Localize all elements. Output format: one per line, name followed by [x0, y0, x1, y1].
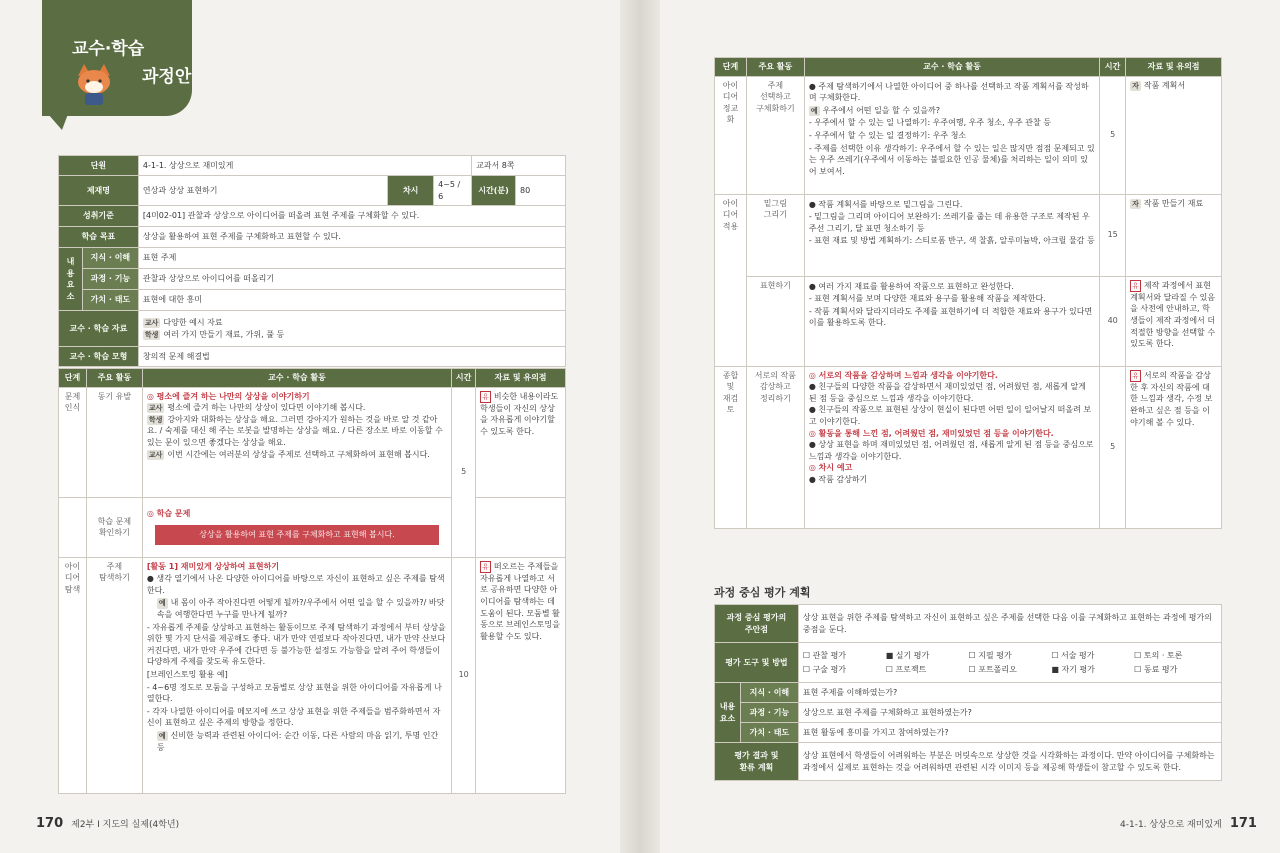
- student-materials: 여러 가지 만들기 재료, 가위, 풀 등: [163, 329, 285, 339]
- header-activity: 주요 활동: [86, 369, 142, 388]
- process-skill-value: 관찰과 상상으로 아이디어를 떠올리기: [138, 269, 565, 290]
- unit-label: 단원: [59, 156, 139, 176]
- explore-line: - 각자 나열한 아이디어를 메모지에 쓰고 상상 표현을 위한 주제들을 범주화하면서 자신이 표현하고 싶은 주제의 방향을 정한다.: [146, 706, 441, 728]
- note-motivation: [476, 387, 566, 497]
- next-lesson-title: ◎ 차시 예고: [808, 463, 853, 473]
- tool-oral: ☐ 구술 평가: [802, 664, 847, 674]
- content-element-label: 내용 요소: [59, 248, 83, 311]
- stage-idea-apply: 아이디어 적용: [715, 194, 747, 366]
- activity-appreciate: 서로의 작품 감상하고 정리하기: [746, 366, 804, 528]
- review-line: ● 상상 표현을 하며 재미있었던 점, 어려웠던 점, 새롭게 알게 된 점 등을 중심으로 느낌과 생각을 이야기한다.: [808, 440, 1094, 461]
- example-text: 신비한 능력과 관련된 아이디어: 순간 이동, 다른 사람의 마음 읽기, 투명 인간 등: [156, 730, 439, 752]
- standard-value: [4미02-01] 관찰과 상상으로 아이디어를 떠올려 표현 주제를 구체화할 수 있다.: [138, 206, 565, 227]
- header-time: 시간: [1100, 58, 1126, 77]
- process-skill-label: 과정 · 기능: [82, 269, 138, 290]
- process-topic-explore: [142, 557, 451, 793]
- note-text: 작품 만들기 재료: [1143, 198, 1204, 208]
- motivation-line: 평소에 즐겨 하는 나만의 상상이 있다면 이야기해 봅시다.: [167, 403, 366, 413]
- page-gutter: [620, 0, 660, 853]
- refine-line: ● 주제 탐색하기에서 나열한 아이디어 중 하나를 선택하고 작품 계획서를 작성하며 구체화한다.: [808, 81, 1089, 103]
- tool-self: ■ 자기 평가: [1051, 664, 1095, 674]
- review-title: ◎ 활동을 통해 느낀 점, 어려웠던 점, 재미있었던 점 등을 이야기한다.: [808, 428, 1054, 438]
- rubric-value-value: 표현 활동에 흥미를 가지고 참여하였는가?: [798, 723, 1221, 743]
- rubric-process-label: 과정 · 기능: [740, 703, 798, 723]
- teacher-tag: 교사: [148, 404, 163, 413]
- model-value: 창의적 문제 해결법: [138, 347, 565, 367]
- note-tag: 자: [1132, 81, 1139, 90]
- left-footer: [36, 816, 179, 831]
- rubric-table: [714, 604, 1222, 781]
- review-title: ◎ 서로의 작품을 감상하며 느낌과 생각을 이야기한다.: [808, 370, 998, 380]
- right-footer: [1120, 816, 1265, 831]
- header-time: 시간: [452, 369, 476, 388]
- note-express: [1126, 276, 1222, 366]
- note-text: 비슷한 내용이라도 학생들이 자신의 상상을 자유롭게 이야기할 수 있도록 한다.: [480, 391, 559, 436]
- model-label: 교수 · 학습 모형: [59, 347, 139, 367]
- explore-line: - 4~6명 정도로 모둠을 구성하고 모둠별로 상상 표현을 위한 아이디어를 자유롭게 나열한다.: [146, 682, 442, 704]
- student-tag: 학생: [148, 415, 163, 424]
- refine-line: - 우주에서 할 수 있는 일 나열하기: 우주여행, 우주 청소, 우주 관찰 등: [808, 118, 1051, 128]
- time-40: 40: [1100, 276, 1126, 366]
- note-materials: [1126, 194, 1222, 276]
- session-label: 차시: [388, 176, 434, 206]
- process-sketch: [804, 194, 1099, 276]
- explore-line: [브레인스토밍 활용 예]: [146, 669, 228, 679]
- tool-practical: ■ 실기 평가: [885, 650, 930, 660]
- example-text: 내 몸이 아주 작아진다면 어떻게 될까?/우주에서 어떤 일을 할 수 있을까?/ 바닷속을 여행한다면 누구를 만나게 될까?: [156, 598, 445, 619]
- rubric-process-value: 상상으로 표현 주제를 구체화하고 표현하였는가?: [798, 703, 1221, 723]
- activity-check-problem: 학습 문제 확인하기: [86, 497, 142, 557]
- note-text: 떠오르는 주제들을 자유롭게 나열하고 서로 공유하면 다양한 아이디어를 탐색하는 데 도움이 된다. 모둠별 활동으로 브레인스토밍을 활용할 수도 있다.: [480, 561, 560, 641]
- express-line: - 표현 계획서를 보며 다양한 재료와 용구를 활용해 작품을 제작한다.: [808, 294, 1046, 304]
- tool-portfolio: ☐ 포트폴리오: [968, 664, 1017, 674]
- process-motivation: [142, 387, 451, 497]
- note-tag: 유: [1130, 280, 1141, 292]
- problem-title: ◎ 학습 문제: [146, 508, 191, 518]
- note-text: 서로의 작품을 감상한 후 자신의 작품에 대한 느낌과 생각, 수정 보완하고 싶은 점 등을 이야기해 볼 수 있다.: [1130, 370, 1213, 427]
- materials-value: [138, 311, 565, 347]
- note-text: 작품 계획서: [1143, 80, 1186, 90]
- sketch-line: ● 작품 계획서를 바탕으로 밑그림을 그린다.: [808, 199, 963, 209]
- rubric-knowledge-label: 지식 · 이해: [740, 683, 798, 703]
- tool-project: ☐ 프로젝트: [885, 664, 927, 674]
- value-attitude-value: 표현에 대한 흥미: [138, 290, 565, 311]
- result-label: 평가 결과 및 환류 계획: [715, 743, 799, 781]
- time-5-review: 5: [1100, 366, 1126, 528]
- right-footer-text: 4-1-1. 상상으로 재미있게: [1120, 820, 1222, 830]
- unit-value: 4-1-1. 상상으로 재미있게: [138, 156, 471, 176]
- header-notes: 자료 및 유의점: [476, 369, 566, 388]
- explore-line: - 자유롭게 주제를 상상하고 표현하는 활동이므로 주제 탐색하기 과정에서 부터 상상을 위한 몇 가지 단서를 제공해도 좋다. 내가 만약 연필보다 작아진다면, 내가 만약 산보다 커진다면, 내가 만약 우주에 간다면 등 불가능한 설정도 가능함을 알려 주어 학생들이 다양하게 주제를 찾도록 유도한다.: [146, 622, 446, 667]
- knowledge-label: 지식 · 이해: [82, 248, 138, 269]
- example-tag: 예: [810, 106, 818, 115]
- stage-review: 종합 및 재검토: [715, 366, 747, 528]
- left-page-number: 170: [36, 816, 64, 831]
- explore-line: [147, 730, 447, 753]
- learning-problem-bar: 상상을 활용하여 표현 주제를 구체화하고 표현해 봅시다.: [155, 525, 439, 545]
- note-tag: 유: [480, 391, 491, 403]
- goal-label: 학습 목표: [59, 227, 139, 248]
- stage-idea-refine: 아이디어 정교화: [715, 76, 747, 194]
- teacher-tag: 교사: [144, 319, 159, 328]
- right-process-table: [714, 57, 1222, 529]
- activity-topic-explore: 주제 탐색하기: [86, 557, 142, 793]
- goal-value: 상상을 활용하여 표현 주제를 구체화하고 표현할 수 있다.: [138, 227, 565, 248]
- review-line: ● 친구들의 작품으로 표현된 상상이 현실이 된다면 어떤 일이 일어날지 떠올려 보고 이야기한다.: [808, 405, 1092, 426]
- process-appreciate: [804, 366, 1099, 528]
- standard-label: 성취기준: [59, 206, 139, 227]
- example-tag: 예: [158, 731, 166, 740]
- focus-label: 과정 중심 평가의 주안점: [715, 605, 799, 643]
- focus-value: 상상 표현을 위한 주제를 탐색하고 자신이 표현하고 싶은 주제를 선택한 다음 이를 구체화하고 표현하는 과정에 평가의 중점을 둔다.: [798, 605, 1221, 643]
- tool-written: ☐ 지필 평가: [968, 650, 1012, 660]
- time-value: 80: [516, 176, 566, 206]
- activity-motivation: 동기 유발: [86, 387, 142, 497]
- note-text: 제작 과정에서 표현 계획서와 달라질 수 있음을 사전에 안내하고, 학생들이 제작 과정에서 더 적절한 방향을 선택할 수 있도록 한다.: [1130, 280, 1216, 349]
- tool-discussion: ☐ 토의 · 토론: [1134, 650, 1183, 660]
- badge-title-2: 과정안: [142, 67, 192, 87]
- motivation-line: 이번 시간에는 여러분의 상상을 주제로 선택하고 구체화하여 표현해 봅시다.: [167, 449, 430, 459]
- note-explore: [476, 557, 566, 793]
- rubric-value-label: 가치 · 태도: [740, 723, 798, 743]
- time-5: 5: [452, 387, 476, 557]
- student-tag: 학생: [144, 330, 159, 339]
- note-plan: [1126, 76, 1222, 194]
- header-process: 교수 · 학습 활동: [804, 58, 1099, 77]
- stage-problem: 문제 인식: [59, 387, 87, 497]
- rubric-knowledge-value: 표현 주제를 이해하였는가?: [798, 683, 1221, 703]
- left-footer-text: 제2부 Ⅰ 지도의 실제(4학년): [71, 820, 180, 830]
- tool-observation: ☐ 관찰 평가: [802, 650, 847, 660]
- time-15: 15: [1100, 194, 1126, 276]
- review-line: ● 친구들의 다양한 작품을 감상하면서 재미있었던 점, 어려웠던 점, 새롭게 알게 된 점 등을 중심으로 느낌과 생각을 이야기한다.: [808, 382, 1086, 403]
- motivation-title: ◎ 평소에 즐겨 하는 나만의 상상을 이야기하기: [146, 391, 310, 401]
- header-stage: 단계: [715, 58, 747, 77]
- topic-value: 연상과 상상 표현하기: [138, 176, 387, 206]
- session-value: 4~5 / 6: [434, 176, 472, 206]
- explore-line: ● 생각 열기에서 나온 다양한 아이디어를 바탕으로 자신이 표현하고 싶은 주제를 탐색한다.: [146, 574, 445, 595]
- rubric-element-label: 내용 요소: [715, 683, 741, 743]
- teacher-tag: 교사: [148, 450, 163, 459]
- right-page-number: 171: [1229, 816, 1257, 831]
- motivation-line: 강아지와 대화하는 상상을 해요. 그러면 강아지가 원하는 것을 바로 알 것 같아요. / 숙제를 대신 해 주는 로봇을 발명하는 상상을 해요. / 다른 장소로 바로 이동할 수 있는 문이 있으면 좋겠다는 상상을 해요.: [146, 414, 443, 447]
- tools-label: 평가 도구 및 방법: [715, 643, 799, 683]
- left-process-table: [58, 368, 566, 794]
- tools-grid: [798, 643, 1221, 683]
- express-line: ● 여러 가지 재료를 활용하여 작품으로 표현하고 완성한다.: [808, 281, 1014, 291]
- header-activity: 주요 활동: [746, 58, 804, 77]
- fox-mascot-icon: [72, 62, 116, 106]
- note-tag: 유: [480, 561, 491, 573]
- header-notes: 자료 및 유의점: [1126, 58, 1222, 77]
- time-5: 5: [1100, 76, 1126, 194]
- tool-peer: ☐ 동료 평가: [1134, 664, 1178, 674]
- result-value: 상상 표현에서 학생들이 어려워하는 부분은 머릿속으로 상상한 것을 시각화하는 과정이다. 만약 아이디어를 구체화하는 과정에서 실제로 표현하는 것을 어려워하면 관련된 시각 이미지 등을 제공해 학생들이 참고할 수 있도록 한다.: [798, 743, 1221, 781]
- express-line: - 작품 계획서와 달라지더라도 주제를 표현하기에 더 적합한 재료와 용구가 있다면 이를 활용하도록 한다.: [808, 306, 1093, 328]
- textbook-page: 교과서 8쪽: [472, 156, 566, 176]
- rubric-title: 과정 중심 평가 계획: [714, 586, 811, 599]
- sketch-line: - 표현 재료 및 방법 계획하기: 스티로폼 반구, 색 찰흙, 알루미늄박, 아크릴 물감 등: [808, 236, 1095, 246]
- stage-idea-explore: 아이디어 탐색: [59, 557, 87, 793]
- example-tag: 예: [158, 599, 166, 608]
- activity1-title: [활동 1] 재미있게 상상하여 표현하기: [146, 561, 280, 571]
- refine-line: - 주제를 선택한 이유 생각하기: 우주에서 할 수 있는 일은 많지만 점점 문제되고 있는 우주 쓰레기(우주에서 이동하는 불필요한 인공 물체)를 처리하는 일이 의미 있어 보여서.: [808, 143, 1095, 176]
- topic-label: 제재명: [59, 176, 139, 206]
- process-problem: [142, 497, 451, 557]
- activity-express: 표현하기: [746, 276, 804, 366]
- value-attitude-label: 가치 · 태도: [82, 290, 138, 311]
- badge-title-1: 교수·학습: [72, 39, 145, 59]
- activity-topic-select: 주제 선택하고 구체화하기: [746, 76, 804, 194]
- process-topic-select: [804, 76, 1099, 194]
- sketch-line: - 밑그림을 그리며 아이디어 보완하기: 쓰레기를 줍는 데 유용한 구조로 제작된 우주선 그리기, 달 표면 청소하기 등: [808, 212, 1090, 233]
- lesson-info-table: [58, 155, 566, 367]
- time-10: 10: [452, 557, 476, 793]
- note-tag: 유: [1130, 370, 1141, 382]
- teacher-materials: 다양한 예시 자료: [163, 318, 223, 328]
- refine-line: [809, 105, 1095, 117]
- explore-line: [147, 597, 447, 620]
- header-stage: 단계: [59, 369, 87, 388]
- refine-line: - 우주에서 할 수 있는 일 결정하기: 우주 청소: [808, 130, 967, 140]
- note-tag: 자: [1132, 199, 1139, 208]
- knowledge-value: 표현 주제: [138, 248, 565, 269]
- tool-descriptive: ☐ 서술 평가: [1051, 650, 1095, 660]
- review-line: ● 작품 감상하기: [808, 474, 868, 484]
- process-express: [804, 276, 1099, 366]
- example-text: 우주에서 어떤 일을 할 수 있을까?: [822, 105, 941, 115]
- section-badge: [42, 0, 192, 116]
- materials-label: 교수 · 학습 자료: [59, 311, 139, 347]
- note-review: [1126, 366, 1222, 528]
- time-label: 시간(분): [472, 176, 516, 206]
- activity-sketch: 밑그림 그리기: [746, 194, 804, 276]
- header-process: 교수 · 학습 활동: [142, 369, 451, 388]
